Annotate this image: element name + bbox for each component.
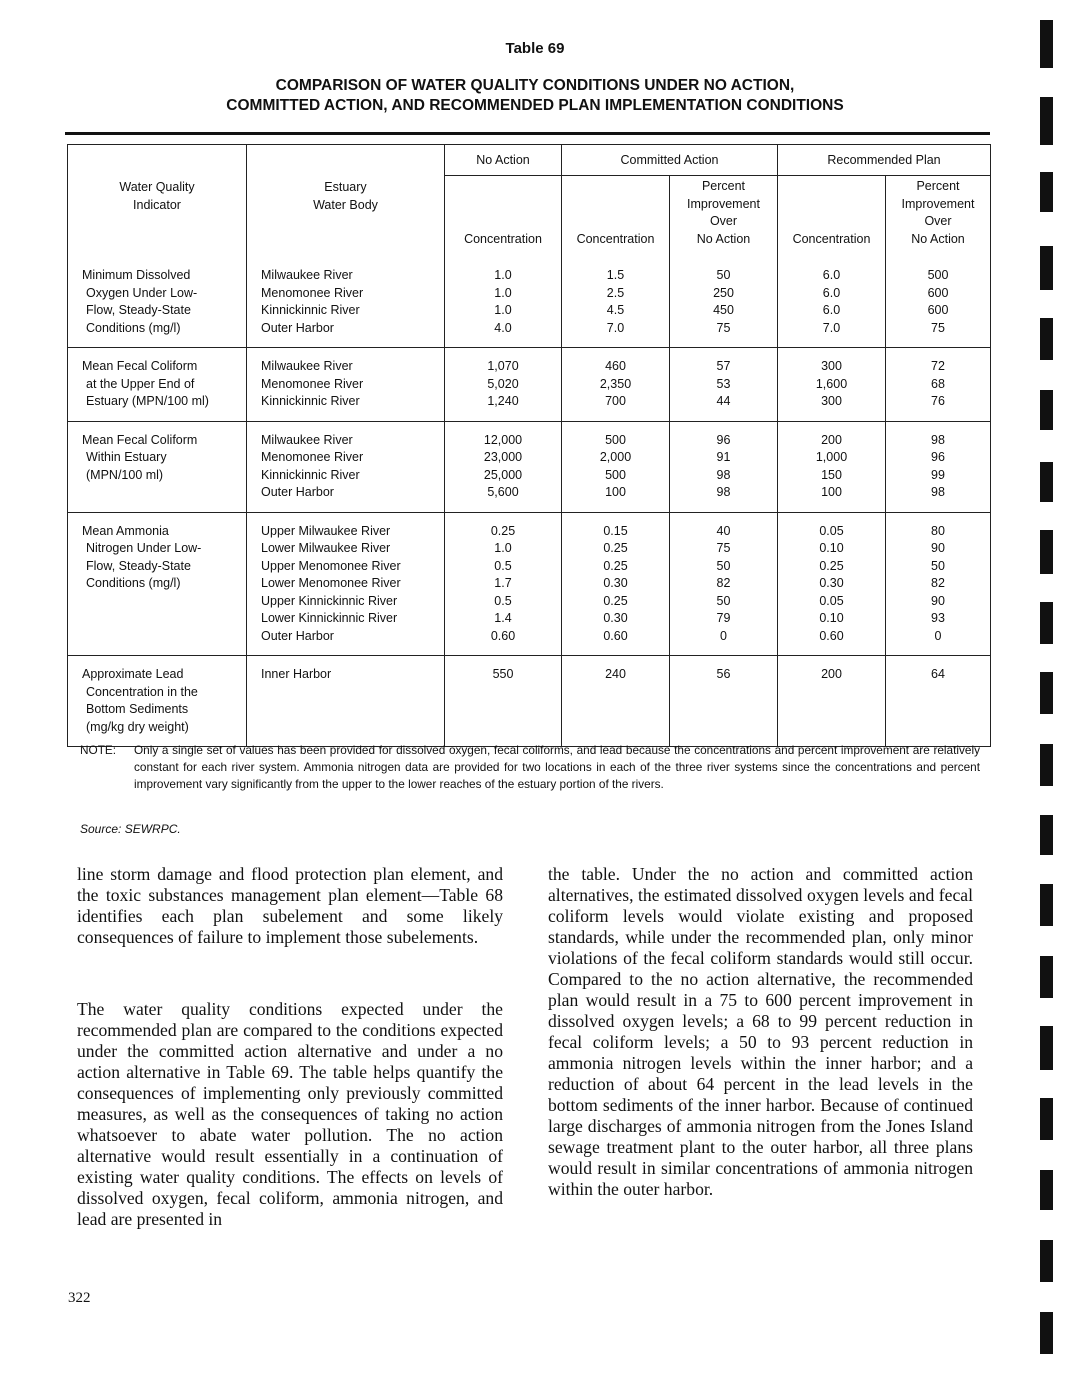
table-value: 1.7 [494,576,512,590]
table-value: 96 [716,432,731,447]
table-value: 7.0 [822,320,841,335]
table-value: 76 [931,394,945,408]
committed-concentration-cell [562,421,670,512]
table-value: 98 [931,432,945,447]
table-value: 0 [720,628,727,643]
table-row-group [68,348,991,422]
table-value: 44 [716,394,731,408]
water-body-name: Menomonee River [261,376,364,391]
table-value: 250 [713,285,734,300]
table-row-group [68,656,991,747]
table-value: 5,020 [487,376,519,391]
water-body-name: Menomonee River [261,450,364,464]
table-value: 0.5 [494,558,512,573]
table-value: 90 [931,541,945,555]
table-value: 40 [716,523,731,538]
table-value: 75 [716,320,731,335]
table-value: 1,240 [487,394,519,408]
table-value: 98 [716,467,731,482]
edge-marker [1040,462,1053,502]
committed-concentration-cell [562,254,670,348]
table-value: 0.05 [819,593,844,608]
table-value: 12,000 [483,432,523,447]
indicator-line: Concentration in the [86,684,198,699]
no-action-concentration-cell [445,348,562,422]
table-value: 500 [927,268,949,282]
table-value: 98 [931,485,945,499]
header-recommended-plan: Recommended Plan [778,145,991,176]
table-value: 53 [716,376,731,391]
indicator-cell [68,421,247,512]
table-note [80,742,980,793]
table-value: 100 [605,485,626,499]
table-value: 2,000 [599,450,632,464]
table-label: Table 69 [505,40,565,57]
table-source: Source: SEWRPC. [80,822,181,836]
table-value: 0.60 [603,628,628,643]
table-value: 4.5 [606,303,625,317]
committed-percent-improvement-cell [670,348,778,422]
recommended-percent-improvement-cell [886,348,991,422]
title-rule [65,132,990,135]
table-value: 240 [605,667,626,681]
header-water-body: Estuary Water Body [247,145,445,255]
header-percent-improvement: Percent Improvement Over No Action [886,176,991,255]
table-value: 82 [931,576,945,590]
table-value: 72 [931,359,945,373]
table-value: 1.4 [494,611,512,625]
indicator-line: Conditions (mg/l) [86,320,181,335]
indicator-line: Approximate Lead [82,667,184,681]
indicator-line: Estuary (MPN/100 ml) [86,394,209,408]
recommended-percent-improvement-cell [886,656,991,747]
table-value: 50 [716,593,731,608]
committed-percent-improvement-cell [670,421,778,512]
indicator-line: Mean Fecal Coliform [82,359,198,373]
indicator-line: Mean Ammonia [82,523,169,538]
table-value: 50 [716,558,731,573]
table-value: 460 [605,359,626,373]
header-indicator: Water Quality Indicator [68,145,247,255]
table-value: 64 [931,667,945,681]
recommended-percent-improvement-cell [886,254,991,348]
water-body-name: Outer Harbor [261,628,334,643]
table-title-line: COMPARISON OF WATER QUALITY CONDITIONS UNDER NO ACTION, [275,77,795,94]
table-value: 0.30 [819,576,844,590]
edge-marker [1040,172,1053,212]
table-value: 50 [931,558,945,573]
indicator-line: Minimum Dissolved [82,268,191,282]
table-value: 99 [931,467,945,482]
table-value: 500 [605,467,626,482]
edge-marker [1040,1026,1053,1070]
water-body-name: Milwaukee River [261,268,353,282]
water-body-cell [247,421,445,512]
no-action-concentration-cell [445,512,562,656]
indicator-line: (mg/kg dry weight) [86,719,189,734]
table-value: 0.25 [603,593,628,608]
table-value: 0.60 [819,628,844,643]
table-value: 6.0 [822,285,841,300]
water-body-cell [247,348,445,422]
water-body-name: Kinnickinnic River [261,394,360,408]
water-body-name: Outer Harbor [261,320,334,335]
table-row-group [68,512,991,656]
indicator-cell [68,656,247,747]
table-row-group [68,254,991,348]
no-action-concentration-cell [445,421,562,512]
header-concentration: Concentration [562,176,670,255]
table-value: 98 [716,485,731,499]
table-value: 600 [927,285,949,300]
table-value: 57 [716,359,731,373]
recommended-concentration-cell [778,348,886,422]
edge-marker [1040,1312,1053,1354]
table-value: 200 [821,432,842,447]
table-value: 82 [716,576,731,590]
edge-marker [1040,530,1053,574]
table-value: 6.0 [822,303,841,317]
table-value: 75 [716,541,731,555]
table-value: 300 [821,359,842,373]
table-value: 0.30 [603,611,628,625]
table-value: 700 [605,394,626,408]
edge-marker [1040,390,1053,430]
table-title [0,76,1070,116]
indicator-line: (MPN/100 ml) [86,467,164,482]
header-concentration: Concentration [778,176,886,255]
table-value: 0.25 [490,523,516,538]
committed-percent-improvement-cell [670,656,778,747]
edge-marker [1040,956,1053,998]
table-header [68,145,991,255]
water-body-name: Kinnickinnic River [261,303,360,317]
committed-percent-improvement-cell [670,254,778,348]
recommended-concentration-cell [778,421,886,512]
left-column [77,864,503,1230]
table-value: 600 [927,303,949,317]
water-body-cell [247,254,445,348]
committed-concentration-cell [562,656,670,747]
water-body-cell [247,512,445,656]
table-value: 90 [931,593,945,608]
indicator-line: Nitrogen Under Low- [86,541,202,555]
indicator-cell [68,254,247,348]
table-value: 1.0 [494,541,512,555]
table-value: 1.5 [606,268,625,282]
table-value: 0.15 [603,523,628,538]
body-paragraph: The water quality conditions expected under the recommended plan are compared to the conditions expected under the committed action alternative and under a no action alternative in Table 69. The table helps quantify the consequences of implementing only previously committed measures, as well as the consequences of taking no action whatsoever to abate water pollution. The no action alternative would result essentially in a continuation of existing water quality conditions. The effects on levels of dissolved oxygen, fecal coliform, ammonia nitrogen, and lead are presented in [77,999,503,1229]
edge-marker [1040,246,1053,290]
indicator-line: Oxygen Under Low- [86,285,198,300]
indicator-cell [68,512,247,656]
no-action-concentration-cell [445,254,562,348]
body-paragraph: the table. Under the no action and committed action alternatives, the estimated dissolved oxygen levels and fecal coliform levels would violate existing and proposed standards, while under the recommended plan, only minor violations of the fecal coliform standards would still occur. Compared to the no action alternative, the recommended plan would result in a 75 to 600 percent improvement in dissolved oxygen levels; a 68 to 99 percent reduction in fecal coliform levels; a 50 to 93 percent reduction in ammonia nitrogen levels within the inner harbor; and a reduction of about 64 percent in the lead levels in the bottom sediments of the inner harbor. Because of continued large discharges of ammonia nitrogen from the Jones Island sewage treatment plant to the outer harbor, all three plans would result in similar concentrations of ammonia nitrogen within the outer harbor. [548,864,973,1199]
water-body-name: Lower Menomonee River [261,576,401,590]
table-value: 1.0 [494,285,512,300]
edge-marker [1040,744,1053,786]
table-value: 0.10 [819,541,844,555]
table-value: 91 [716,450,731,464]
table-value: 80 [931,523,945,538]
water-body-name: Outer Harbor [261,485,334,499]
table-value: 200 [821,667,842,681]
table-value: 7.0 [606,320,625,335]
committed-concentration-cell [562,512,670,656]
note-label: NOTE: [80,743,117,757]
body-paragraph: line storm damage and flood protection plan element, and the toxic substances management plan element—Table 68 identifies each plan subelement and some likely consequences of failure to implement those subelements. [77,864,503,947]
water-body-name: Milwaukee River [261,432,353,447]
edge-marker [1040,815,1053,855]
edge-marker [1040,1170,1053,1210]
table-value: 2.5 [606,285,625,300]
recommended-concentration-cell [778,512,886,656]
table-value: 50 [716,268,731,282]
table-value: 150 [821,467,842,482]
table-body [68,254,991,747]
table-value: 0 [934,628,942,643]
table-value: 96 [931,450,945,464]
table-value: 0.05 [819,523,844,538]
indicator-line: Bottom Sediments [86,702,189,716]
table-value: 0.25 [603,558,628,573]
table-value: 4.0 [494,320,512,335]
edge-marker [1040,884,1053,926]
table-row-group [68,421,991,512]
table-value: 2,350 [599,376,632,391]
indicator-line: Conditions (mg/l) [86,576,181,590]
indicator-line: Mean Fecal Coliform [82,432,198,447]
water-body-name: Lower Milwaukee River [261,541,391,555]
committed-percent-improvement-cell [670,512,778,656]
table-value: 450 [713,303,734,317]
water-body-cell [247,656,445,747]
water-body-name: Menomonee River [261,285,364,300]
water-body-name: Upper Menomonee River [261,558,401,573]
edge-marker [1040,672,1053,714]
table-value: 0.25 [819,558,844,573]
table-value: 75 [931,320,945,335]
header-no-action: No Action [445,145,562,176]
table-value: 1,600 [815,376,848,391]
no-action-concentration-cell [445,656,562,747]
header-percent-improvement: Percent Improvement Over No Action [670,176,778,255]
comparison-table [67,144,991,747]
water-body-name: Kinnickinnic River [261,467,360,482]
recommended-concentration-cell [778,656,886,747]
note-text: Only a single set of values has been provided for dissolved oxygen, fecal coliforms, and lead because the concentrations and percent improvement are relatively constant for each river system. Ammonia nitrogen data are provided for two locations in each of the three river systems since the concentrations and percent improvement vary significantly from the upper to the lower reaches of the estuary portion of the rivers. [134,743,980,791]
table-value: 5,600 [487,485,519,499]
page-number: 322 [68,1290,91,1306]
table-value: 0.25 [603,541,628,555]
indicator-cell [68,348,247,422]
table-value: 0.5 [494,593,512,608]
table-value: 1,070 [487,359,519,373]
water-body-name: Milwaukee River [261,359,353,373]
recommended-concentration-cell [778,254,886,348]
indicator-line: Flow, Steady-State [86,303,191,317]
table-value: 6.0 [822,268,841,282]
table-title-line: COMMITTED ACTION, AND RECOMMENDED PLAN IMPLEMENTATION CONDITIONS [226,97,844,114]
committed-concentration-cell [562,348,670,422]
table-value: 79 [716,611,731,625]
water-body-name: Upper Kinnickinnic River [261,593,398,608]
table-value: 300 [821,394,842,408]
header-committed-action: Committed Action [562,145,778,176]
table-value: 1,000 [815,450,848,464]
edge-marker [1040,602,1053,644]
edge-marker [1040,318,1053,360]
table-value: 500 [605,432,626,447]
table-value: 1.0 [494,303,512,317]
table-value: 0.60 [490,628,516,643]
water-body-name: Lower Kinnickinnic River [261,611,398,625]
table-value: 56 [716,667,731,681]
edge-marker [1040,20,1053,68]
table-value: 25,000 [483,467,523,482]
recommended-percent-improvement-cell [886,421,991,512]
water-body-name: Inner Harbor [261,667,332,681]
table-value: 1.0 [494,268,512,282]
table-value: 550 [492,667,514,681]
right-column [548,864,973,1200]
table-value: 100 [821,485,842,499]
table-value: 93 [931,611,945,625]
edge-marker [1040,97,1053,145]
header-concentration: Concentration [445,176,562,255]
edge-marker [1040,1240,1053,1282]
indicator-line: Flow, Steady-State [86,558,191,573]
edge-marker [1040,1098,1053,1140]
table-value: 68 [931,376,945,391]
water-body-name: Upper Milwaukee River [261,523,391,538]
indicator-line: Within Estuary [86,450,167,464]
table-value: 23,000 [483,450,523,464]
indicator-line: at the Upper End of [86,376,195,391]
table-value: 0.10 [819,611,844,625]
recommended-percent-improvement-cell [886,512,991,656]
table-value: 0.30 [603,576,628,590]
